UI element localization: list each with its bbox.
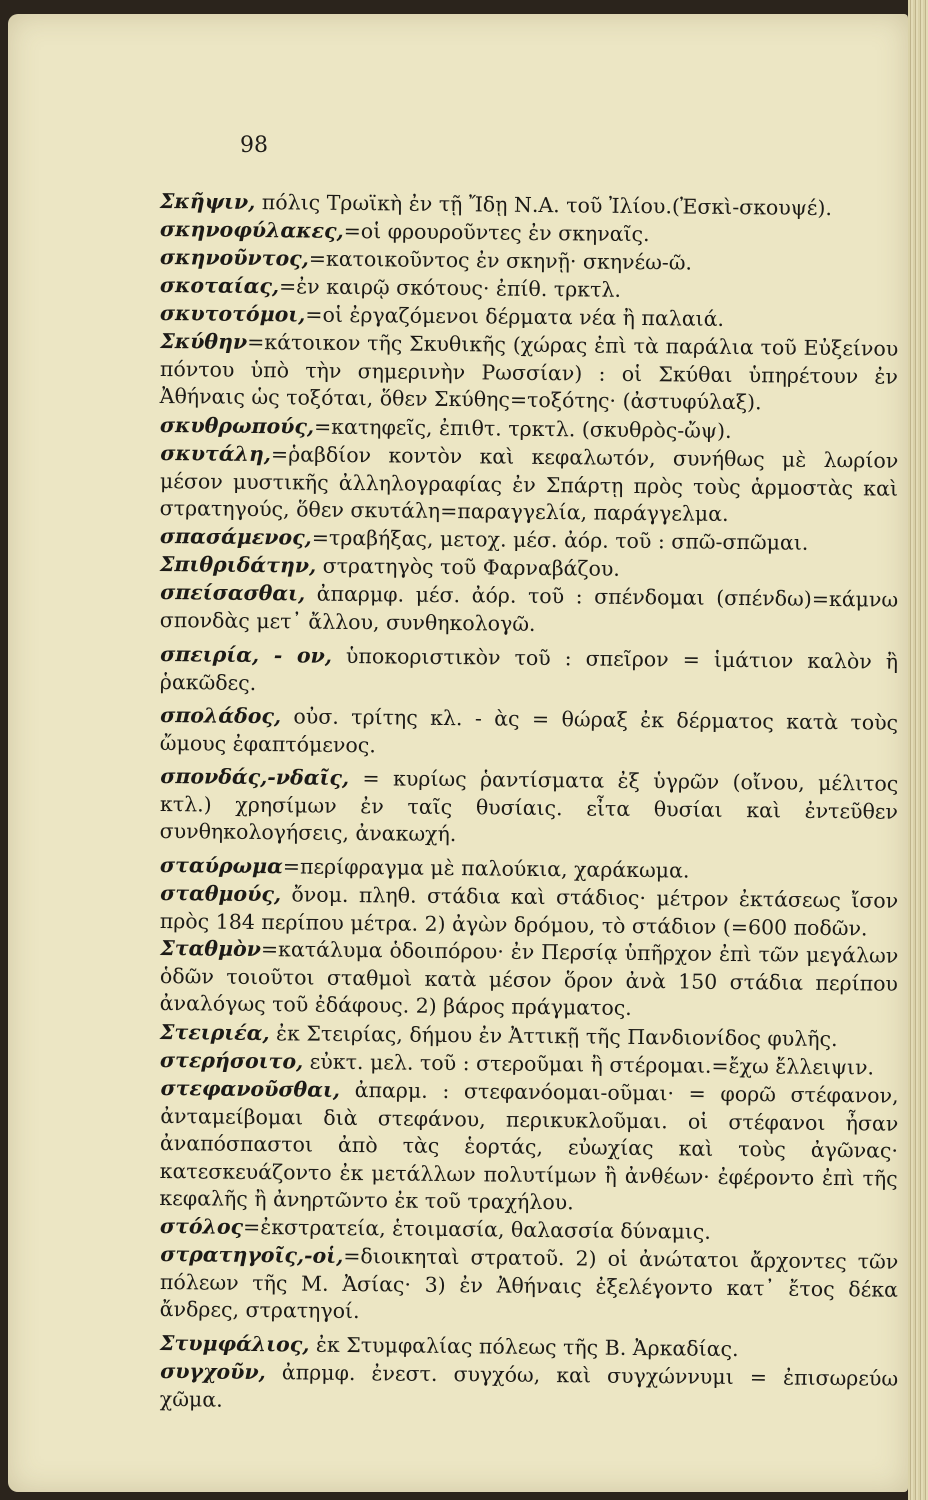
entry-headword: σκηνοφύλακες, bbox=[159, 217, 344, 244]
glossary-entry bbox=[160, 328, 899, 419]
entry-definition: =κατοικοῦντος ἐν σκηνῇ· σκηνέω-ῶ. bbox=[308, 246, 693, 275]
entry-definition: =περίφραγμα μὲ παλούκια, χαράκωμα. bbox=[282, 853, 690, 883]
entry-headword: Σκύθην bbox=[160, 329, 248, 355]
entry-definition: =οἱ φρουροῦντες ἐν σκηναῖς. bbox=[343, 219, 650, 247]
entry-definition: ἀπαρμφ. μέσ. ἀόρ. τοῦ : σπένδομαι (σπένδω)=κάμνω σπονδὰς μετ᾽ ἄλλου, συνθηκολογῶ. bbox=[159, 581, 899, 636]
entry-headword: στεφανοῦσθαι, bbox=[160, 1075, 341, 1102]
page-number: 98 bbox=[240, 133, 268, 158]
entry-definition: ἐκ Στυμφαλίας πόλεως τῆς Β. Ἀρκαδίας. bbox=[309, 1332, 739, 1362]
entry-definition: =διοικηταὶ στρατοῦ. 2) οἱ ἀνώτατοι ἄρχοντες τῶν πόλεων τῆς Μ. Ἀσίας· 3) ἐν Ἀθήναις ἐξελέγοντο κατ᾽ ἔτος δέκα ἄνδρες, στρατηγοί. bbox=[159, 1244, 899, 1324]
entry-headword: σπειρία, - ον, bbox=[160, 641, 333, 668]
glossary-entry bbox=[160, 935, 899, 1026]
glossary-entry bbox=[160, 880, 899, 943]
entry-headword: στόλος bbox=[159, 1214, 244, 1240]
entry-headword: στερήσοιτο, bbox=[159, 1047, 304, 1074]
entry-definition: =κατηφεῖς, ἐπιθτ. τρκτλ. (σκυθρὸς-ὤψ). bbox=[313, 414, 732, 443]
entry-definition: =κατάλυμα ὁδοιπόρου· ἐν Περσίᾳ ὑπῆρχον ἐπὶ τῶν μεγάλων ὁδῶν τοιοῦτοι σταθμοὶ κατὰ μέσον ὅρον ἀνὰ 150 στάδια περίπου ἀναλόγως τοῦ ἐδάφους. 2) βάρος πράγματος. bbox=[159, 937, 899, 1021]
entry-headword: σκηνοῦντος, bbox=[159, 245, 309, 271]
entry-definition: = κυρίως ῥαντίσματα ἐξ ὑγρῶν (οἴνου, μέλιτος κτλ.) χρησίμων ἐν ταῖς θυσίαις. εἶτα θυσίαι καὶ ἐντεῦθεν συνθηκολογήσεις, ἀνακωχή. bbox=[159, 765, 899, 847]
entry-headword: στρατηγοῖς,-οἱ, bbox=[160, 1242, 344, 1269]
entry-definition: εὐκτ. μελ. τοῦ : στεροῦμαι ἢ στέρομαι.=ἔχω ἔλλειψιν. bbox=[303, 1049, 875, 1080]
glossary-text bbox=[160, 188, 898, 1414]
entry-definition: πόλις Τρωϊκὴ ἐν τῇ Ἴδῃ Ν.Α. τοῦ Ἰλίου.(Ἐσκὶ-σκουψέ). bbox=[255, 189, 833, 221]
entry-headword: σκυθρωπούς, bbox=[159, 412, 315, 439]
entry-headword: σκυτάλη, bbox=[160, 440, 272, 467]
entry-definition: ὑποκοριστικὸν τοῦ : σπεῖρον = ἱμάτιον καλὸν ἢ ῥακῶδες. bbox=[159, 643, 899, 695]
entry-headword: Στειριέα, bbox=[159, 1019, 270, 1045]
entry-definition: =κάτοικον τῆς Σκυθικῆς (χώρας ἐπὶ τὰ παράλια τοῦ Εὐξείνου πόντου ὑπὸ τὴν σημερινὴν Ρωσσίαν) : οἱ Σκύθαι ὑπηρέτουν ἐν Ἀθήναις ὡς τοξόται, ὅθεν Σκύθης=τοξότης· (ἀστυφύλαξ). bbox=[159, 330, 899, 415]
entry-headword: σκοταίας, bbox=[159, 273, 280, 299]
entry-headword: Σταθμὸν bbox=[160, 936, 262, 962]
entry-headword: σταθμούς, bbox=[160, 880, 282, 907]
entry-definition: =ἐκστρατεία, ἑτοιμασία, θαλασσία δύναμις. bbox=[243, 1215, 712, 1245]
entry-definition: =ῥαβδίον κοντὸν καὶ κεφαλωτόν, συνήθως μὲ λωρίον μέσον μυστικῆς ἀλληλογραφίας ἐν Σπάρτῃ πρὸς τοὺς ἁρμοστὰς καὶ στρατηγούς, ὅθεν σκυτάλη=παραγγελία, παράγγελμα. bbox=[159, 442, 899, 526]
entry-headword: σπείσασθαι, bbox=[160, 580, 306, 606]
glossary-entry bbox=[160, 1358, 899, 1421]
entry-definition: στρατηγὸς τοῦ Φαρναβάζου. bbox=[316, 553, 621, 582]
entry-headword: σπασάμενος, bbox=[159, 524, 312, 550]
page-edge bbox=[908, 0, 928, 1500]
glossary-entry bbox=[160, 641, 899, 704]
entry-headword: Σπιθριδάτην, bbox=[159, 552, 317, 578]
entry-headword: σκυτοτόμοι, bbox=[159, 301, 306, 327]
entry-headword: σταύρωμα bbox=[159, 852, 283, 878]
entry-definition: =οἱ ἐργαζόμενοι δέρματα νέα ἢ παλαιά. bbox=[305, 302, 725, 332]
entry-definition: ἀπαρμ. : στεφανόομαι-οῦμαι· = φορῶ στέφανον, ἀνταμείβομαι διὰ στεφάνου, περικυκλοῦμαι. οἱ στέφανοι ἦσαν ἀναπόσπαστοι ἀπὸ τὰς ἑορτάς, εὐωχίας καὶ τοὺς ἀγῶνας· κατεσκευάζοντο ἐκ μετάλλων πολυτίμων ἢ ἀνθέων· ἐφέροντο ἐπὶ τῆς κεφαλῆς ἢ ἀνηρτῶντο ἐκ τοῦ τραχήλου. bbox=[159, 1077, 899, 1215]
entry-definition: ἐκ Στειρίας, δήμου ἐν Ἀττικῇ τῆς Πανδιονίδος φυλῆς. bbox=[269, 1020, 838, 1051]
glossary-entry bbox=[159, 1075, 898, 1221]
glossary-entry bbox=[160, 1241, 899, 1332]
entry-definition: ἀπρμφ. ἐνεστ. συγχόω, καὶ συγχώννυμι = ἐπισωρεύω χῶμα. bbox=[159, 1360, 899, 1412]
glossary-entry bbox=[160, 440, 899, 531]
entry-definition: =τραβήξας, μετοχ. μέσ. ἀόρ. τοῦ : σπῶ-σπῶμαι. bbox=[311, 525, 809, 555]
entry-definition: =ἐν καιρῷ σκότους· ἐπίθ. τρκτλ. bbox=[278, 274, 622, 303]
glossary-entry bbox=[160, 702, 899, 765]
glossary-entry bbox=[160, 763, 899, 854]
entry-headword: Στυμφάλιος, bbox=[159, 1331, 310, 1357]
entry-headword: συγχοῦν, bbox=[160, 1359, 266, 1385]
glossary-entry bbox=[160, 579, 899, 642]
entry-headword: σπονδάς,-νδαῖς, bbox=[160, 763, 350, 790]
entry-definition: οὐσ. τρίτης κλ. - ὰς = θώραξ ἐκ δέρματος κατὰ τοὺς ὤμους ἐφαπτόμενος. bbox=[159, 703, 899, 757]
entry-definition: ὄνομ. πληθ. στάδια καὶ στάδιος· μέτρον ἐκτάσεως ἴσον πρὸς 184 περίπου μέτρα. 2) ἀγὼν δρόμου, τὸ στάδιον (=600 ποδῶν. bbox=[159, 882, 899, 940]
entry-headword: Σκῆψιν, bbox=[159, 189, 256, 214]
entry-headword: σπολάδος, bbox=[160, 702, 282, 728]
